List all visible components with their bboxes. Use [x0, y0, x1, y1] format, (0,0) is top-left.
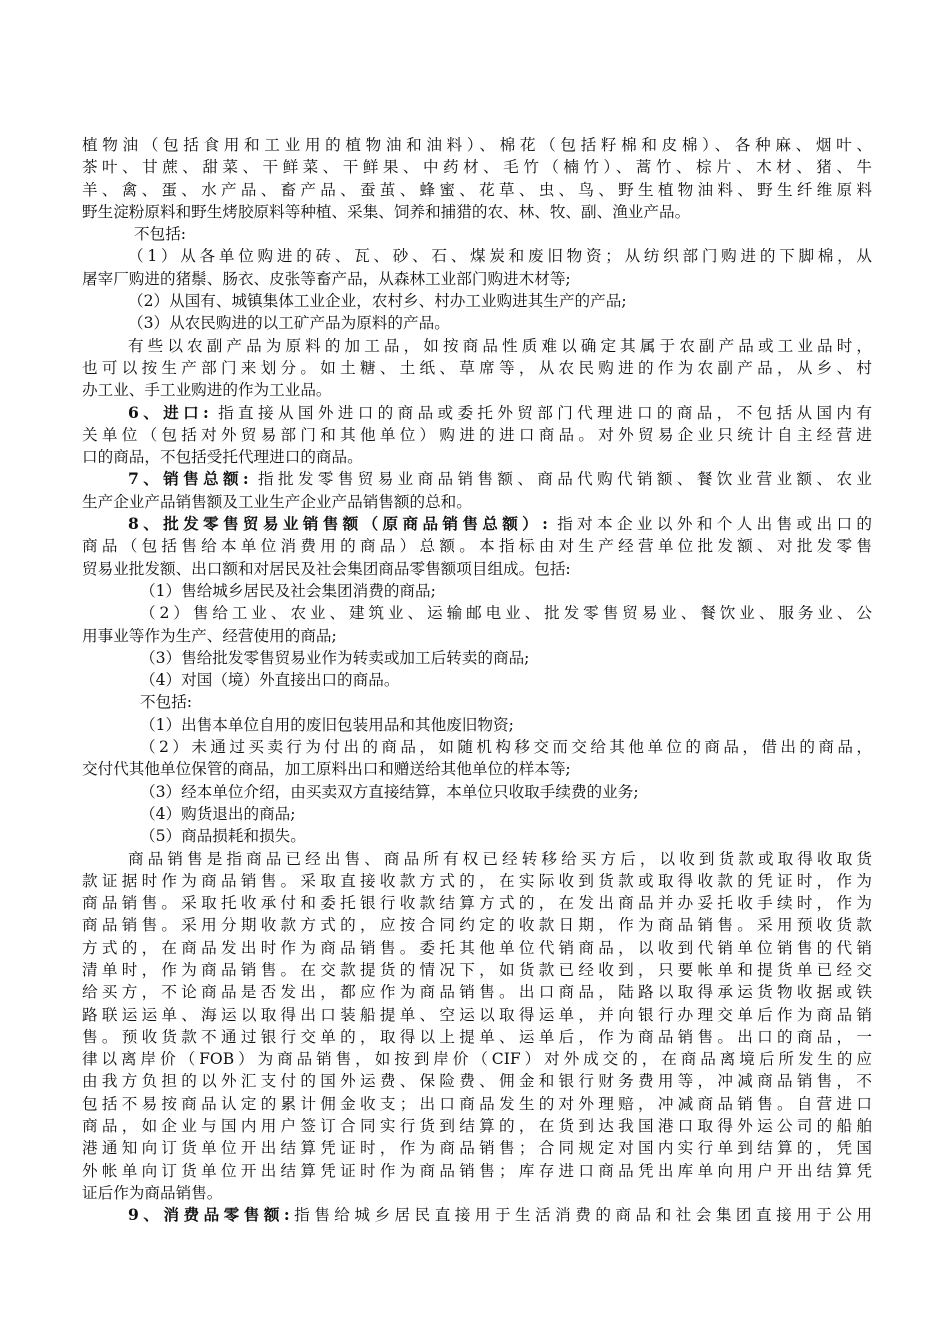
- text-line: 也可以按生产部门来划分。如土糖、土纸、草席等，从农民购进的作为农副产品，从乡、村: [82, 358, 872, 377]
- text-line: 交付代其他单位保管的商品，加工原料出口和赠送给其他单位的样本等;: [82, 760, 571, 779]
- text-line: （3）售给批发零售贸易业作为转卖或加工后转卖的商品;: [140, 648, 530, 667]
- text-fragment: 指批发零售贸易业商品销售额、商品代购代销额、餐饮业营业额、农业: [258, 470, 872, 489]
- text-line: [82, 468, 872, 490]
- text-line: 包括不易按商品认定的累计佣金收支；出口商品发生的对外理赔，冲减商品销售。自营进口: [82, 1094, 872, 1113]
- text-line: 贸易业批发额、出口额和对居民及社会集团商品零售额项目组成。包括:: [82, 559, 571, 578]
- text-line: 给买方，不论商品是否发出，都应作为商品销售。出口商品，陆路以取得承运货物收据或铁: [82, 983, 872, 1002]
- text-line: 不包括:: [140, 693, 193, 712]
- text-line: 清单时，作为商品销售。在交款提货的情况下，如货款已经收到，只要帐单和提货单已经交: [82, 960, 872, 979]
- text-line: （4）购货退出的商品;: [140, 804, 296, 823]
- text-line: 商品销售。采用分期收款方式的，应按合同约定的收款日期，作为商品销售。采用预收货款: [82, 916, 872, 935]
- section-heading: 8、批发零售贸易业销售额（原商品销售总额）:: [128, 514, 548, 534]
- text-line: 售。预收货款不通过银行交单的，取得以上提单、运单后，作为商品销售。出口的商品，一: [82, 1027, 872, 1046]
- text-line: [82, 1204, 872, 1226]
- text-line: 屠宰厂购进的猪鬃、肠衣、皮张等畜产品，从森林工业部门购进木材等;: [82, 269, 571, 288]
- text-line: 证后作为商品销售。: [82, 1183, 223, 1202]
- text-line: 野生淀粉原料和野生烤胶原料等种植、采集、饲养和捕猎的农、林、牧、副、渔业产品。: [82, 202, 691, 221]
- text-line: （1）从各单位购进的砖、瓦、砂、石、煤炭和废旧物资；从纺织部门购进的下脚棉，从: [128, 247, 872, 266]
- text-line: 关单位（包括对外贸易部门和其他单位）购进的进口商品。对外贸易企业只统计自主经营进: [82, 425, 872, 444]
- text-line: 商品销售是指商品已经出售、商品所有权已经转移给买方后，以收到货款或取得收取货: [128, 849, 872, 868]
- text-line: 商品销售。采取托收承付和委托银行收款结算方式的，在发出商品并办妥托收手续时，作为: [82, 894, 872, 913]
- section-heading: 6、进口:: [128, 402, 209, 422]
- text-fragment: 指直接从国外进口的商品或委托外贸部门代理进口的商品，不包括从国内有: [218, 403, 872, 422]
- text-line: （2）售给工业、农业、建筑业、运输邮电业、批发零售贸易业、餐饮业、服务业、公: [140, 604, 872, 623]
- text-line: （2）从国有、城镇集体工业企业，农村乡、村办工业购进其生产的产品;: [128, 292, 627, 311]
- text-line: 用事业等作为生产、经营使用的商品;: [82, 626, 337, 645]
- text-line: 办工业、手工业购进的作为工业品。: [82, 381, 332, 400]
- text-line: （3）经本单位介绍，由买卖双方直接结算，本单位只收取手续费的业务;: [140, 782, 639, 801]
- text-line: 方式的，在商品发出时作为商品销售。委托其他单位代销商品，以收到代销单位销售的代销: [82, 938, 872, 957]
- text-line: 植物油（包括食用和工业用的植物油和油料）、棉花（包括籽棉和皮棉）、各种麻、烟叶、: [82, 136, 872, 154]
- text-line: （4）对国（境）外直接出口的商品。: [140, 671, 400, 690]
- text-fragment: 指对本企业以外和个人出售或出口的: [557, 515, 872, 534]
- text-line: [82, 402, 872, 424]
- text-line: 由我方负担的以外汇支付的国外运费、保险费、佣金和银行财务费用等，冲减商品销售，不: [82, 1072, 872, 1091]
- section-heading: 7、销售总额:: [128, 469, 249, 489]
- text-line: 羊、禽、蛋、水产品、畜产品、蚕茧、蜂蜜、花草、虫、鸟、野生植物油料、野生纤维原料: [82, 180, 872, 199]
- text-line: 款证据时作为商品销售。采取直接收款方式的，在实际收到货款或取得收款的凭证时，作为: [82, 871, 872, 890]
- text-line: 生产企业产品销售额及工业生产企业产品销售额的总和。: [82, 492, 472, 511]
- text-line: 商品，如企业与国内用户签订合同实行货到结算的，在货到达我国港口取得外运公司的船舶: [82, 1117, 872, 1136]
- text-line: 港通知向订货单位开出结算凭证时，作为商品销售；合同规定对国内实行单到结算的，凭国: [82, 1139, 872, 1158]
- section-heading: 9、消费品零售额:: [128, 1205, 290, 1225]
- text-line: 茶叶、甘蔗、甜菜、干鲜菜、干鲜果、中药材、毛竹（楠竹）、蒿竹、棕片、木材、猪、牛: [82, 158, 872, 177]
- text-line: 路联运运单、海运以取得出口装船提单、空运以取得运单，并向银行办理交单后作为商品销: [82, 1005, 872, 1024]
- text-line: 不包括:: [134, 225, 187, 244]
- text-line: （5）商品损耗和损失。: [140, 827, 306, 846]
- text-line: 外帐单向订货单位开出结算凭证时作为商品销售；库存进口商品凭出库单向用户开出结算凭: [82, 1161, 872, 1180]
- text-line: 有些以农副产品为原料的加工品，如按商品性质难以确定其属于农副产品或工业品时，: [128, 336, 872, 355]
- text-line: （3）从农民购进的以工矿产品为原料的产品。: [128, 314, 450, 333]
- text-line: 商品（包括售给本单位消费用的商品）总额。本指标由对生产经营单位批发额、对批发零售: [82, 537, 872, 556]
- text-line: 口的商品，不包括受托代理进口的商品。: [82, 448, 363, 467]
- document-body: [82, 134, 872, 1227]
- text-line: 律以离岸价（FOB）为商品销售，如按到岸价（CIF）对外成交的，在商品离境后所发生的应: [82, 1050, 872, 1069]
- text-line: [82, 513, 872, 535]
- text-line: （1）出售本单位自用的废旧包装用品和其他废旧物资;: [140, 715, 514, 734]
- text-fragment: 指售给城乡居民直接用于生活消费的商品和社会集团直接用于公用: [289, 1206, 872, 1225]
- text-line: （1）售给城乡居民及社会集团消费的商品;: [140, 581, 436, 600]
- text-line: （2）未通过买卖行为付出的商品，如随机构移交而交给其他单位的商品，借出的商品，: [140, 738, 872, 757]
